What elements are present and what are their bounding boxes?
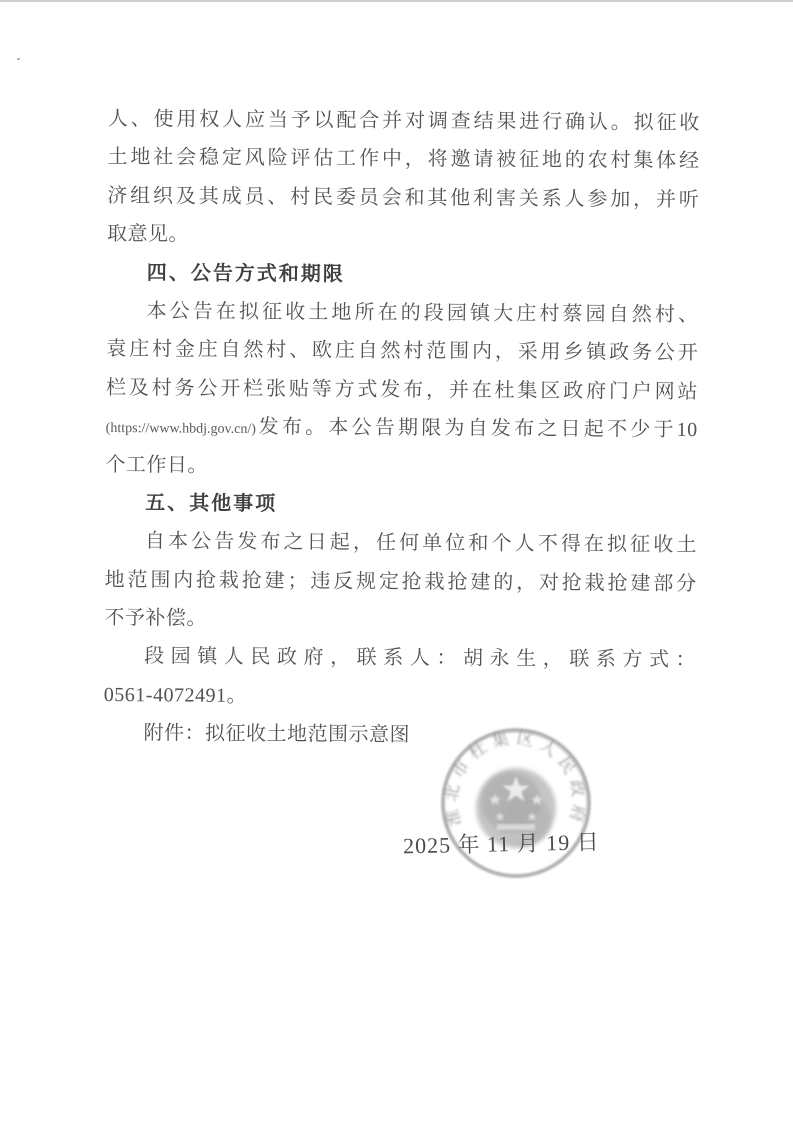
attachment-line: 附件：拟征收土地范围示意图 (143, 722, 411, 747)
document-line: 人、使用权人应当予以配合并对调查结果进行确认。拟征收 (107, 107, 700, 135)
document-line-with-url (106, 407, 698, 450)
section-5-heading: 五、其他事项 (145, 492, 278, 516)
issue-date: 2025 年 11 月 19 日 (402, 829, 600, 859)
document-line: 取意见。 (106, 223, 190, 246)
document-line: 个工作日。 (105, 453, 209, 477)
section-4-heading: 四、公告方式和期限 (146, 261, 345, 286)
document-line: 土地社会稳定风险评估工作中，将邀请被征地的农村集体经 (107, 146, 700, 173)
document-line: 自本公告发布之日起，任何单位和个人不得在拟征收土 (144, 530, 697, 557)
document-line: 袁庄村金庄自然村、欧庄自然村范围内，采用乡镇政务公开 (106, 338, 699, 365)
seal-text: 淮北市杜集区人民政府 (441, 727, 589, 830)
contact-line: 段园镇人民政府，联系人：胡永生，联系方式： (144, 645, 697, 672)
document-line-tail: 发布。本公告期限为自发布之日起不少于10 (255, 416, 698, 442)
document-line: 本公告在拟征收土地所在的段园镇大庄村蔡园自然村、 (146, 300, 699, 327)
scan-speck (17, 58, 20, 60)
document-line: 济组织及其成员、村民委员会和其他利害关系人参加，并听 (107, 184, 700, 211)
contact-phone-line: 0561-4072491。 (103, 683, 248, 707)
portal-url-text: (https://www.hbdj.gov.cn/) (105, 421, 256, 438)
scan-edge-line (0, 0, 793, 2)
document-line: 地范围内抢栽抢建；违反规定抢栽抢建的，对抢栽抢建部分 (104, 568, 697, 595)
document-line: 不予补偿。 (104, 607, 207, 630)
document-line: 栏及村务公开栏张贴等方式发布，并在杜集区政府门户网站 (105, 376, 699, 403)
notice-document (103, 100, 700, 757)
